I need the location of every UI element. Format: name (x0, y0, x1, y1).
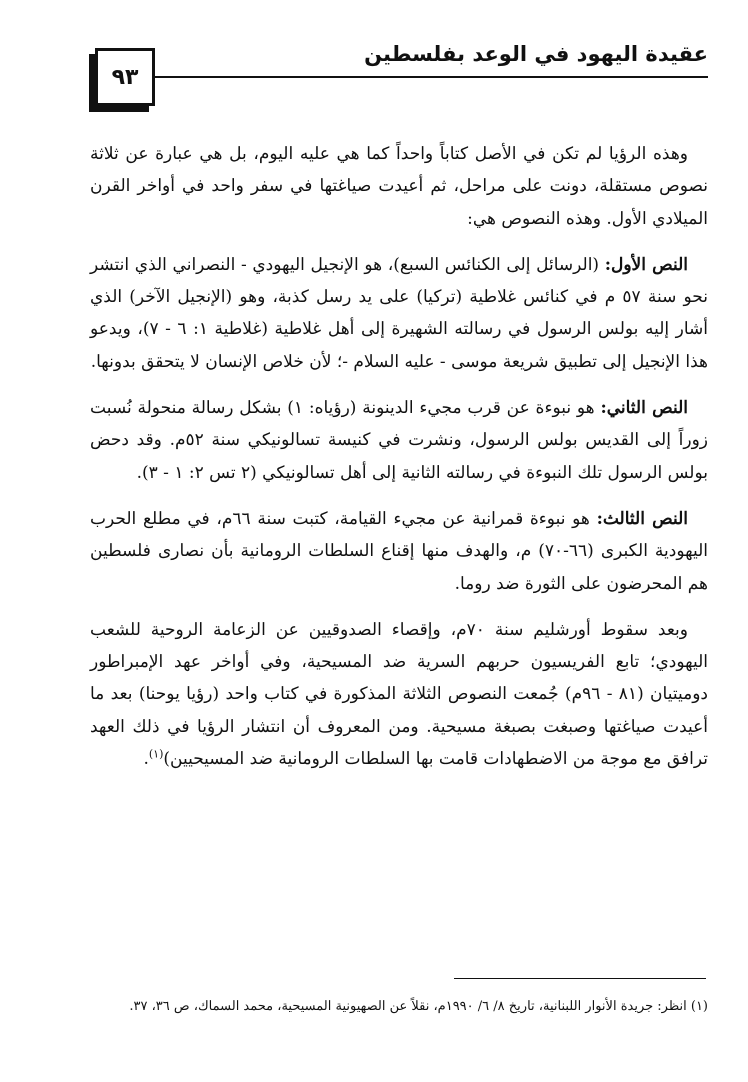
body-text (90, 138, 708, 789)
paragraph-second-text (90, 392, 708, 489)
footnote-reference: (١) (148, 747, 164, 761)
page-number-box (95, 48, 155, 106)
footnote: (١) انظر: جريدة الأنوار اللبنانية، تاريخ ٨/ ٦/ ١٩٩٠م، نقلاً عن الصهيونية المسيحية، محمد السماك، ص ٣٦، ٣٧. (129, 999, 708, 1014)
paragraph-text: وبعد سقوط أورشليم سنة ٧٠م، وإقصاء الصدوقيين عن الزعامة الروحية للشعب اليهودي؛ تابع الفريسيون حربهم السرية ضد المسيحية، وفي أواخر عهد الإمبراطور دوميتيان (٨١ - ٩٦م) جُمعت النصوص الثلاثة المذكورة في كتاب واحد (رؤيا يوحنا) بعد ما أعيدت صياغتها وصبغت بصبغة مسيحية. ومن المعروف أن انتشار الرؤيا في ذلك العهد ترافق مع موجة من الاضطهادات قامت بها السلطات الرومانية ضد المسيحيين) (90, 619, 708, 770)
paragraph-text: وهذه الرؤيا لم تكن في الأصل كتاباً واحداً كما هي عليه اليوم، بل هي عبارة عن ثلاثة نصوص مستقلة، دونت على مراحل، ثم أعيدت صياغتها في سفر واحد في أواخر القرن الميلادي الأول. وهذه النصوص هي: (90, 144, 708, 229)
paragraph-text: هو نبوءة قمرانية عن مجيء القيامة، كتبت سنة ٦٦م، في مطلع الحرب اليهودية الكبرى (٦٦-٧٠) م، والهدف منها إقناع السلطات الرومانية بأن نصارى فلسطين هم المحرضون على الثورة ضد روما. (90, 508, 709, 594)
paragraph-third-text (90, 503, 708, 600)
paragraph-text: (الرسائل إلى الكنائس السبع)، هو الإنجيل اليهودي - النصراني الذي انتشر نحو سنة ٥٧ م في كنائس غلاطية (تركيا) على يد رسل كذبة، وهو (الإنجيل الآخر) الذي أشار إليه بولس الرسول في رسالته الشهيرة إلى أهل غلاطية (غلاطية ١: ٦ - ٧)، ويدعو هذا الإنجيل إلى تطبيق شريعة موسى - عليه السلام -؛ لأن خلاص الإنسان لا يتحقق بدونها. (90, 254, 708, 372)
paragraph-label: النص الثاني: (600, 398, 688, 419)
paragraph-closing (90, 614, 708, 775)
paragraph-first-text (90, 249, 708, 378)
paragraph-label: النص الثالث: (596, 508, 689, 529)
paragraph-label: النص الأول: (604, 254, 688, 275)
footnote-rule (454, 978, 706, 979)
page-number: ٩٣ (111, 64, 139, 90)
paragraph-tail: . (143, 749, 149, 770)
running-title: عقيدة اليهود في الوعد بفلسطين (364, 42, 708, 66)
header-rule (150, 76, 708, 78)
paragraph-text: هو نبوءة عن قرب مجيء الدينونة (رؤياه: ١) بشكل رسالة منحولة نُسبت زوراً إلى القديس بولس الرسول، ونشرت في كنيسة تسالونيكي سنة ٥٢م. وقد دحض بولس الرسول تلك النبوءة في رسالته الثانية إلى أهل تسالونيكي (٢ تس ٢: ١ - ٣). (90, 398, 708, 483)
paragraph-intro (90, 138, 708, 235)
